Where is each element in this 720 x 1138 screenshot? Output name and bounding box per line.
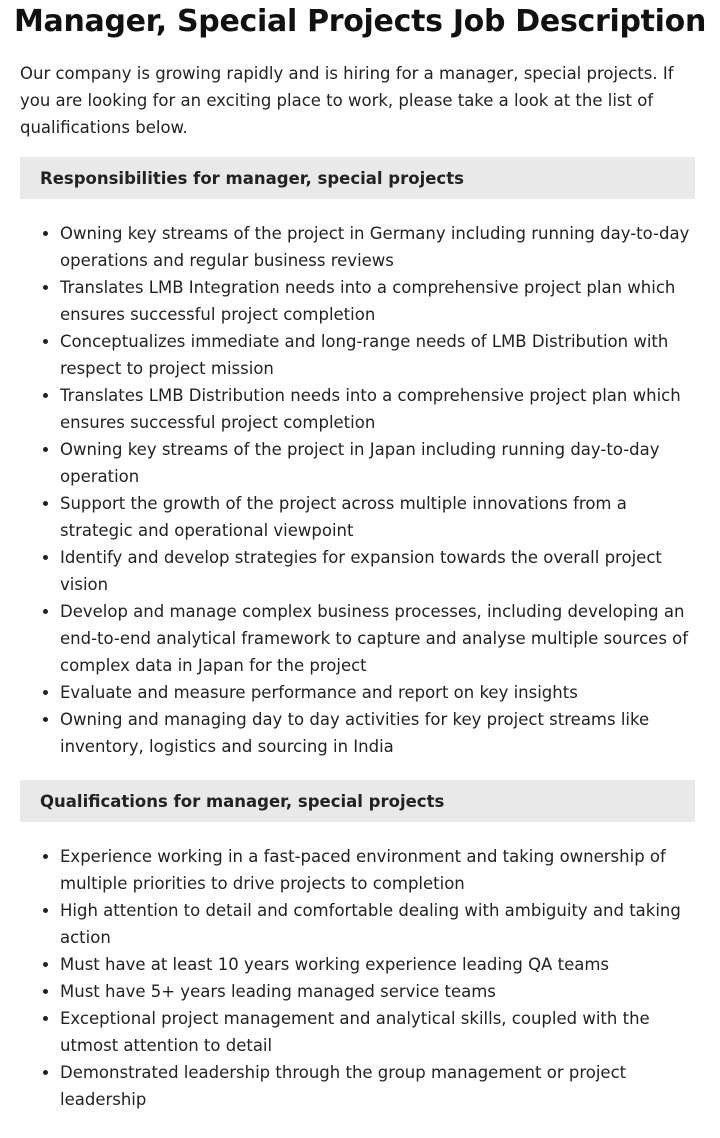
- responsibilities-list: [20, 220, 695, 760]
- list-item: • Owning key streams of the project in Germany including running day-to-day operations and regular business reviews: [60, 220, 695, 274]
- list-item: • Owning key streams of the project in Japan including running day-to-day operation: [60, 436, 695, 490]
- list-item: • Translates LMB Distribution needs into a comprehensive project plan which ensures successful project completion: [60, 382, 695, 436]
- list-item: • Must have 5+ years leading managed service teams: [60, 978, 695, 1005]
- qualifications-list: [20, 843, 695, 1113]
- list-item: • Must have at least 10 years working experience leading QA teams: [60, 951, 695, 978]
- list-item: • High attention to detail and comfortable dealing with ambiguity and taking action: [60, 897, 695, 951]
- list-item: • Conceptualizes immediate and long-range needs of LMB Distribution with respect to project mission: [60, 328, 695, 382]
- list-item: • Identify and develop strategies for expansion towards the overall project vision: [60, 544, 695, 598]
- intro-paragraph: Our company is growing rapidly and is hiring for a manager, special projects. If you are looking for an exciting place to work, please take a look at the list of qualifications below.: [20, 64, 674, 137]
- list-item: • Develop and manage complex business processes, including developing an end-to-end analytical framework to capture and analyse multiple sources of complex data in Japan for the project: [60, 598, 695, 679]
- list-item: • Experience working in a fast-paced environment and taking ownership of multiple priorities to drive projects to completion: [60, 843, 695, 897]
- list-item: • Evaluate and measure performance and report on key insights: [60, 679, 695, 706]
- list-item: • Owning and managing day to day activities for key project streams like inventory, logistics and sourcing in India: [60, 706, 695, 760]
- list-item: • Translates LMB Integration needs into a comprehensive project plan which ensures successful project completion: [60, 274, 695, 328]
- page-title: Manager, Special Projects Job Description: [13, 4, 707, 39]
- list-item: • Exceptional project management and analytical skills, coupled with the utmost attention to detail: [60, 1005, 695, 1059]
- list-item: • Support the growth of the project across multiple innovations from a strategic and operational viewpoint: [60, 490, 695, 544]
- responsibilities-heading: Responsibilities for manager, special projects: [20, 157, 695, 199]
- list-item: • Demonstrated leadership through the group management or project leadership: [60, 1059, 695, 1113]
- qualifications-heading: Qualifications for manager, special projects: [20, 780, 695, 822]
